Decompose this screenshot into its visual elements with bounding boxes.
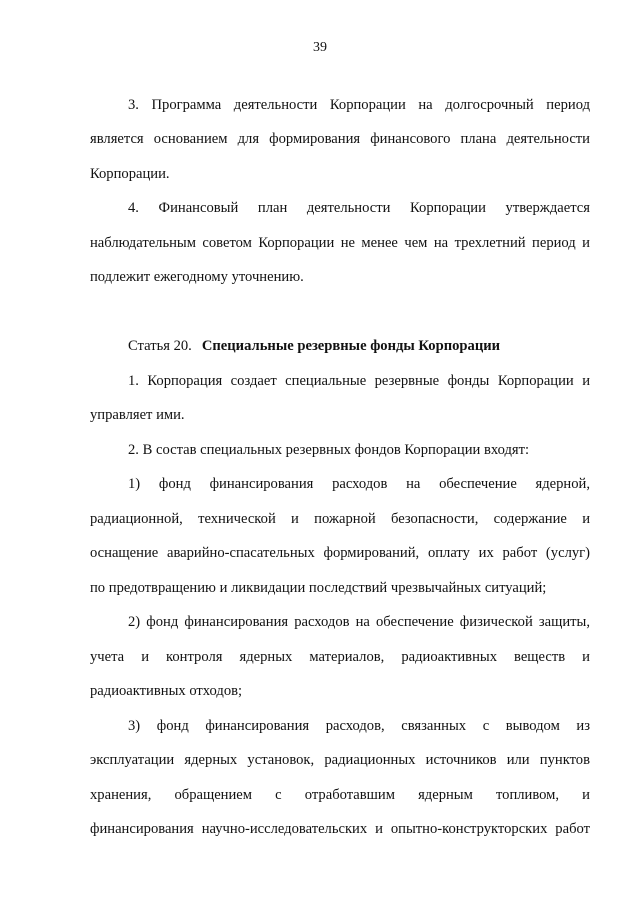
paragraph-line: Корпорации.: [90, 166, 170, 182]
paragraph-line: финансирования научно-исследовательских и опытно-конструкторских работ: [90, 821, 590, 837]
page-number: 39: [313, 40, 327, 55]
paragraph-line: 2. В состав специальных резервных фондов Корпорации входят:: [128, 442, 530, 458]
paragraph-line: оснащение аварийно-спасательных формирований, оплату их работ (услуг): [90, 545, 590, 561]
article-number: Статья 20.: [128, 338, 192, 354]
article-heading: [128, 337, 500, 355]
paragraph-line: радиоактивных отходов;: [90, 683, 243, 699]
paragraph-line: 4. Финансовый план деятельности Корпорации утверждается: [128, 200, 590, 216]
article-title: Специальные резервные фонды Корпорации: [201, 338, 501, 354]
paragraph-line: 1. Корпорация создает специальные резервные фонды Корпорации и: [128, 373, 590, 389]
paragraph-line: наблюдательным советом Корпорации не менее чем на трехлетний период и: [90, 235, 590, 251]
paragraph-line: 3) фонд финансирования расходов, связанных с выводом из: [128, 718, 590, 734]
paragraph-line: радиационной, технической и пожарной безопасности, содержание и: [90, 511, 590, 527]
paragraph-line: является основанием для формирования финансового плана деятельности: [90, 131, 590, 147]
paragraph-line: управляет ими.: [90, 407, 185, 423]
paragraph-line: 3. Программа деятельности Корпорации на долгосрочный период: [128, 97, 590, 113]
paragraph-line: 2) фонд финансирования расходов на обеспечение физической защиты,: [128, 614, 590, 630]
paragraph-line: хранения, обращением с отработавшим ядерным топливом, и: [90, 787, 590, 803]
paragraph-line: эксплуатации ядерных установок, радиационных источников или пунктов: [90, 752, 590, 768]
paragraph-line: по предотвращению и ликвидации последствий чрезвычайных ситуаций;: [90, 580, 547, 596]
paragraph-line: подлежит ежегодному уточнению.: [90, 269, 304, 285]
paragraph-line: 1) фонд финансирования расходов на обеспечение ядерной,: [128, 476, 590, 492]
paragraph-line: учета и контроля ядерных материалов, радиоактивных веществ и: [90, 649, 590, 665]
